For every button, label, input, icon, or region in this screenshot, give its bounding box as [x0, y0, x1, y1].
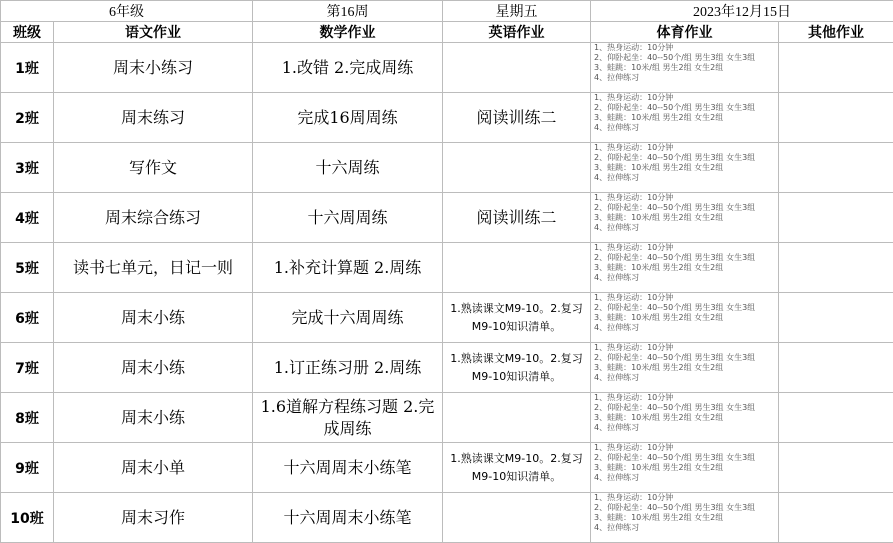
- math-homework-text: 1.补充计算题 2.周练: [253, 257, 442, 279]
- class-cell[interactable]: 1班: [1, 43, 54, 93]
- english-homework-text: 1.熟读课文M9-10。2.复习M9-10知识清单。: [443, 350, 590, 386]
- table-row: [1, 43, 893, 93]
- chinese-homework-text: 读书七单元，日记一则: [54, 257, 252, 279]
- other-homework-cell[interactable]: [779, 393, 893, 443]
- chinese-homework-text: 周末综合练习: [54, 207, 252, 229]
- chinese-homework-text: 周末小单: [54, 457, 252, 479]
- pe-homework-line: 2、仰卧起坐：40--50个/组 男生3组 女生3组: [591, 53, 778, 63]
- other-homework-cell[interactable]: [779, 193, 893, 243]
- class-cell[interactable]: 5班: [1, 243, 54, 293]
- chinese-homework-text: 周末练习: [54, 107, 252, 129]
- week-cell[interactable]: 第16周: [253, 1, 443, 22]
- chinese-homework-text: 写作文: [54, 157, 252, 179]
- chinese-homework-cell[interactable]: [54, 443, 253, 493]
- pe-homework-line: 4、拉伸练习: [591, 473, 778, 483]
- math-homework-text: 完成16周周练: [253, 107, 442, 129]
- english-homework-cell[interactable]: [443, 443, 591, 493]
- weekday-cell[interactable]: 星期五: [443, 1, 591, 22]
- pe-homework-cell[interactable]: [591, 93, 779, 143]
- pe-homework-line: 3、蛙跳：10米/组 男生2组 女生2组: [591, 263, 778, 273]
- pe-homework-line: 3、蛙跳：10米/组 男生2组 女生2组: [591, 63, 778, 73]
- chinese-homework-cell[interactable]: [54, 393, 253, 443]
- pe-homework-line: 3、蛙跳：10米/组 男生2组 女生2组: [591, 313, 778, 323]
- other-homework-cell[interactable]: [779, 493, 893, 543]
- table-body: [1, 43, 893, 543]
- pe-homework-line: 4、拉伸练习: [591, 423, 778, 433]
- pe-homework-line: 2、仰卧起坐：40--50个/组 男生3组 女生3组: [591, 303, 778, 313]
- chinese-homework-cell[interactable]: [54, 193, 253, 243]
- header-english[interactable]: 英语作业: [443, 22, 591, 43]
- chinese-homework-text: 周末小练习: [54, 57, 252, 79]
- pe-homework-line: 1、热身运动：10分钟: [591, 43, 778, 53]
- english-homework-cell[interactable]: [443, 343, 591, 393]
- english-homework-text: 1.熟读课文M9-10。2.复习M9-10知识清单。: [443, 300, 590, 336]
- pe-homework-cell[interactable]: [591, 293, 779, 343]
- pe-homework-line: 4、拉伸练习: [591, 73, 778, 83]
- pe-homework-cell[interactable]: [591, 143, 779, 193]
- math-homework-text: 十六周练: [253, 157, 442, 179]
- class-cell[interactable]: 2班: [1, 93, 54, 143]
- table-row: [1, 193, 893, 243]
- pe-homework-line: 1、热身运动：10分钟: [591, 93, 778, 103]
- pe-homework-line: 3、蛙跳：10米/组 男生2组 女生2组: [591, 413, 778, 423]
- math-homework-text: 十六周周末小练笔: [253, 507, 442, 529]
- math-homework-text: 1.订正练习册 2.周练: [253, 357, 442, 379]
- math-homework-cell[interactable]: [253, 193, 443, 243]
- chinese-homework-cell[interactable]: [54, 343, 253, 393]
- english-homework-cell[interactable]: [443, 143, 591, 193]
- class-cell[interactable]: 8班: [1, 393, 54, 443]
- english-homework-cell[interactable]: [443, 393, 591, 443]
- class-cell[interactable]: 4班: [1, 193, 54, 243]
- pe-homework-line: 3、蛙跳：10米/组 男生2组 女生2组: [591, 113, 778, 123]
- other-homework-cell[interactable]: [779, 43, 893, 93]
- english-homework-text: 阅读训练二: [443, 107, 590, 129]
- table-row: [1, 493, 893, 543]
- table-row: [1, 93, 893, 143]
- header-chinese[interactable]: 语文作业: [54, 22, 253, 43]
- pe-homework-line: 1、热身运动：10分钟: [591, 493, 778, 503]
- pe-homework-line: 1、热身运动：10分钟: [591, 443, 778, 453]
- english-homework-cell[interactable]: [443, 493, 591, 543]
- pe-homework-line: 3、蛙跳：10米/组 男生2组 女生2组: [591, 363, 778, 373]
- pe-homework-line: 3、蛙跳：10米/组 男生2组 女生2组: [591, 513, 778, 523]
- header-row: [1, 22, 893, 43]
- other-homework-cell[interactable]: [779, 143, 893, 193]
- pe-homework-line: 2、仰卧起坐：40--50个/组 男生3组 女生3组: [591, 403, 778, 413]
- pe-homework-line: 1、热身运动：10分钟: [591, 243, 778, 253]
- chinese-homework-cell[interactable]: [54, 243, 253, 293]
- pe-homework-line: 4、拉伸练习: [591, 123, 778, 133]
- english-homework-text: 1.熟读课文M9-10。2.复习M9-10知识清单。: [443, 450, 590, 486]
- pe-homework-line: 3、蛙跳：10米/组 男生2组 女生2组: [591, 463, 778, 473]
- math-homework-text: 十六周周末小练笔: [253, 457, 442, 479]
- english-homework-cell[interactable]: [443, 93, 591, 143]
- pe-homework-line: 2、仰卧起坐：40--50个/组 男生3组 女生3组: [591, 253, 778, 263]
- header-class[interactable]: 班级: [1, 22, 54, 43]
- pe-homework-line: 2、仰卧起坐：40--50个/组 男生3组 女生3组: [591, 453, 778, 463]
- pe-homework-line: 4、拉伸练习: [591, 273, 778, 283]
- table-row: [1, 243, 893, 293]
- pe-homework-line: 4、拉伸练习: [591, 373, 778, 383]
- chinese-homework-text: 周末习作: [54, 507, 252, 529]
- pe-homework-line: 1、热身运动：10分钟: [591, 293, 778, 303]
- english-homework-cell[interactable]: [443, 43, 591, 93]
- table-row: [1, 293, 893, 343]
- math-homework-text: 1.6道解方程练习题 2.完成周练: [253, 396, 442, 440]
- pe-homework-line: 1、热身运动：10分钟: [591, 343, 778, 353]
- math-homework-text: 完成十六周周练: [253, 307, 442, 329]
- english-homework-cell[interactable]: [443, 193, 591, 243]
- other-homework-cell[interactable]: [779, 293, 893, 343]
- pe-homework-cell[interactable]: [591, 493, 779, 543]
- title-row: [1, 1, 893, 22]
- english-homework-cell[interactable]: [443, 243, 591, 293]
- english-homework-cell[interactable]: [443, 293, 591, 343]
- math-homework-cell[interactable]: [253, 393, 443, 443]
- class-cell[interactable]: 10班: [1, 493, 54, 543]
- pe-homework-cell[interactable]: [591, 193, 779, 243]
- class-cell[interactable]: 9班: [1, 443, 54, 493]
- chinese-homework-text: 周末小练: [54, 407, 252, 429]
- table-row: [1, 343, 893, 393]
- math-homework-cell[interactable]: [253, 343, 443, 393]
- math-homework-text: 1.改错 2.完成周练: [253, 57, 442, 79]
- pe-homework-line: 2、仰卧起坐：40--50个/组 男生3组 女生3组: [591, 503, 778, 513]
- math-homework-cell[interactable]: [253, 243, 443, 293]
- grade-cell[interactable]: 6年级: [1, 1, 253, 22]
- pe-homework-line: 3、蛙跳：10米/组 男生2组 女生2组: [591, 163, 778, 173]
- other-homework-cell[interactable]: [779, 243, 893, 293]
- header-pe[interactable]: 体育作业: [591, 22, 779, 43]
- pe-homework-line: 2、仰卧起坐：40--50个/组 男生3组 女生3组: [591, 353, 778, 363]
- pe-homework-line: 1、热身运动：10分钟: [591, 143, 778, 153]
- english-homework-text: 阅读训练二: [443, 207, 590, 229]
- math-homework-cell[interactable]: [253, 443, 443, 493]
- math-homework-cell[interactable]: [253, 43, 443, 93]
- class-cell[interactable]: 7班: [1, 343, 54, 393]
- pe-homework-line: 4、拉伸练习: [591, 173, 778, 183]
- pe-homework-line: 3、蛙跳：10米/组 男生2组 女生2组: [591, 213, 778, 223]
- chinese-homework-cell[interactable]: [54, 43, 253, 93]
- table-row: [1, 143, 893, 193]
- class-cell[interactable]: 3班: [1, 143, 54, 193]
- pe-homework-line: 4、拉伸练习: [591, 323, 778, 333]
- pe-homework-line: 2、仰卧起坐：40--50个/组 男生3组 女生3组: [591, 203, 778, 213]
- math-homework-cell[interactable]: [253, 143, 443, 193]
- other-homework-cell[interactable]: [779, 443, 893, 493]
- pe-homework-line: 1、热身运动：10分钟: [591, 393, 778, 403]
- pe-homework-line: 2、仰卧起坐：40--50个/组 男生3组 女生3组: [591, 103, 778, 113]
- table-row: [1, 393, 893, 443]
- pe-homework-line: 4、拉伸练习: [591, 523, 778, 533]
- header-other[interactable]: 其他作业: [779, 22, 893, 43]
- pe-homework-line: 2、仰卧起坐：40--50个/组 男生3组 女生3组: [591, 153, 778, 163]
- pe-homework-line: 4、拉伸练习: [591, 223, 778, 233]
- chinese-homework-text: 周末小练: [54, 307, 252, 329]
- date-cell[interactable]: 2023年12月15日: [591, 1, 893, 22]
- other-homework-cell[interactable]: [779, 343, 893, 393]
- header-math[interactable]: 数学作业: [253, 22, 443, 43]
- class-cell[interactable]: 6班: [1, 293, 54, 343]
- chinese-homework-cell[interactable]: [54, 293, 253, 343]
- chinese-homework-cell[interactable]: [54, 143, 253, 193]
- pe-homework-line: 1、热身运动：10分钟: [591, 193, 778, 203]
- chinese-homework-text: 周末小练: [54, 357, 252, 379]
- pe-homework-cell[interactable]: [591, 393, 779, 443]
- math-homework-text: 十六周周练: [253, 207, 442, 229]
- table-row: [1, 443, 893, 493]
- math-homework-cell[interactable]: [253, 293, 443, 343]
- math-homework-cell[interactable]: [253, 493, 443, 543]
- pe-homework-cell[interactable]: [591, 243, 779, 293]
- math-homework-cell[interactable]: [253, 93, 443, 143]
- pe-homework-cell[interactable]: [591, 43, 779, 93]
- chinese-homework-cell[interactable]: [54, 93, 253, 143]
- pe-homework-cell[interactable]: [591, 443, 779, 493]
- chinese-homework-cell[interactable]: [54, 493, 253, 543]
- pe-homework-cell[interactable]: [591, 343, 779, 393]
- other-homework-cell[interactable]: [779, 93, 893, 143]
